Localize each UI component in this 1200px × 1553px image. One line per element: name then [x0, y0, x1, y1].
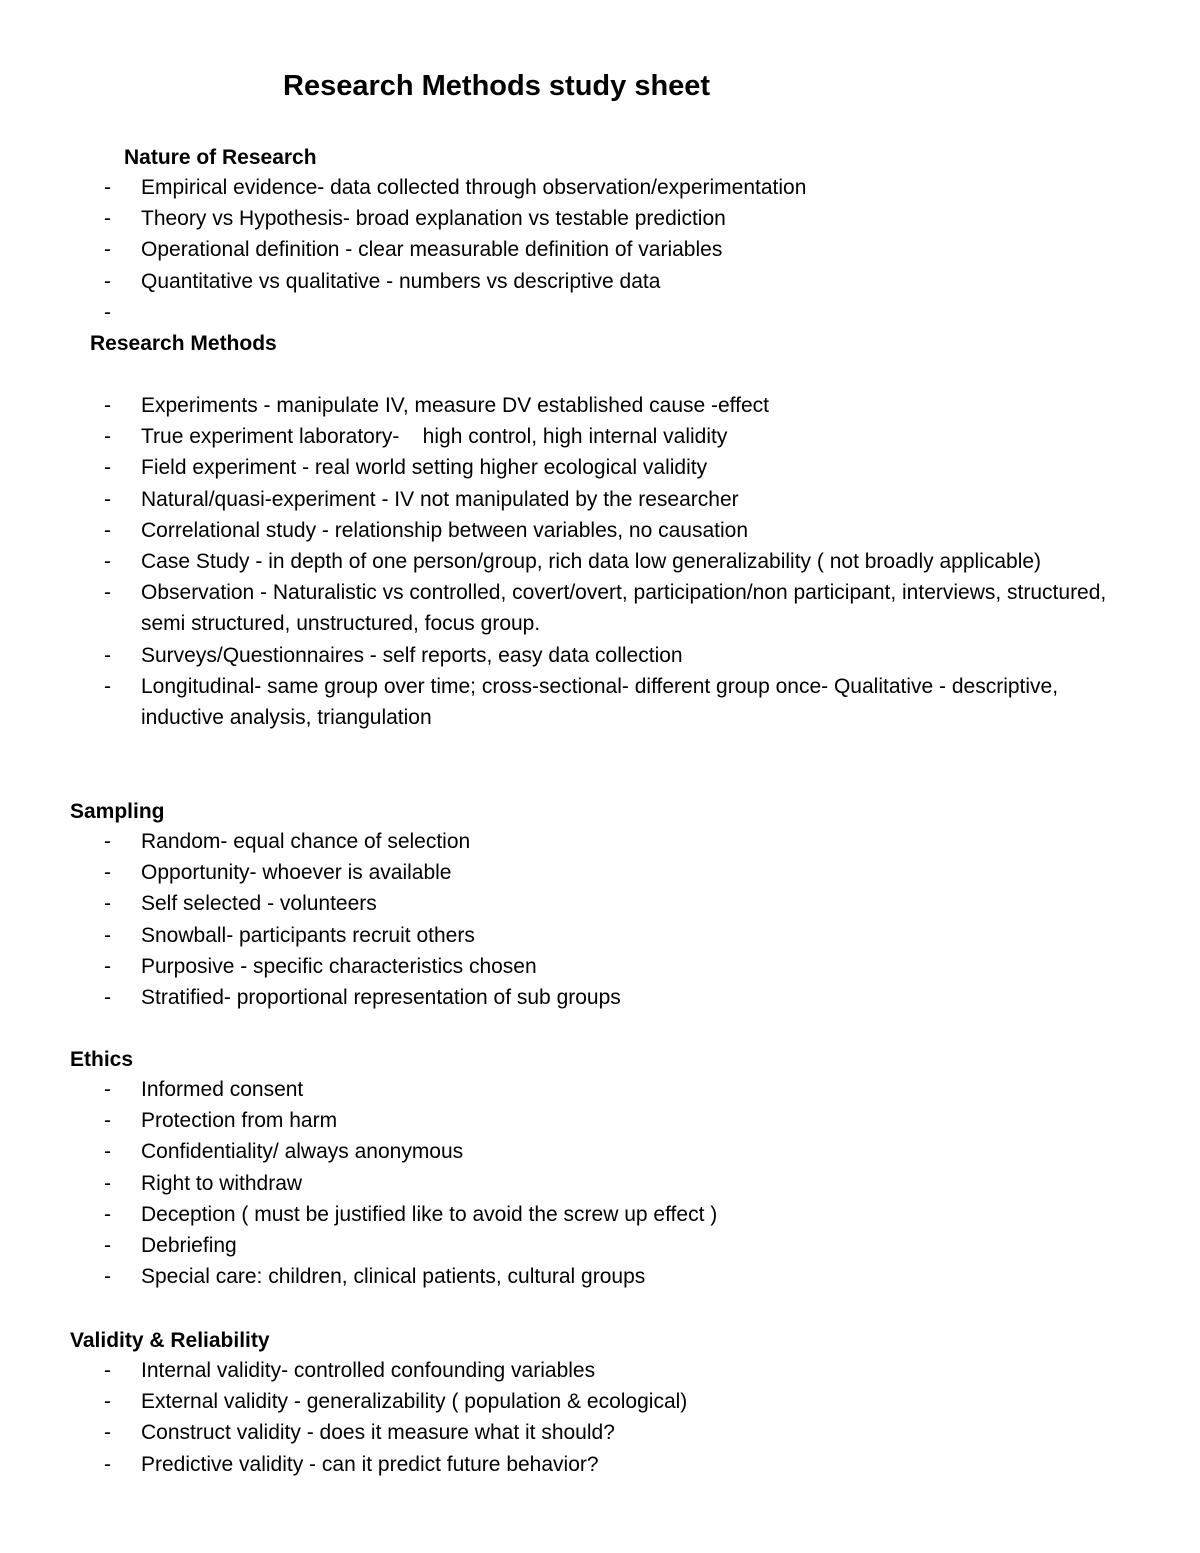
nature-of-research-list: - Empirical evidence- data collected through observation/experimentation - Theory vs Hypothesis- broad explanation vs testable prediction - Operational definition - clear measurable definition of variables - Quantitative vs qualitative - numbers vs descriptive data -	[0, 172, 1200, 297]
list-item: - Protection from harm	[104, 1109, 338, 1133]
list-item: - Snowball- participants recruit others	[104, 923, 475, 947]
list-item: - Opportunity- whoever is available	[104, 861, 452, 885]
list-item: - Special care: children, clinical patients, cultural groups	[104, 1265, 646, 1289]
list-item: - Surveys/Questionnaires - self reports, easy data collection	[104, 643, 683, 667]
section-heading-validity-reliability: Validity & Reliability	[70, 1329, 270, 1352]
list-item: - Purposive - specific characteristics chosen	[104, 954, 537, 978]
list-item: - Deception ( must be justified like to avoid the screw up effect )	[104, 1202, 718, 1226]
list-item: - Field experiment - real world setting higher ecological validity	[104, 456, 708, 480]
list-item: - Longitudinal- same group over time; cross-sectional- different group once- Qualitative - descriptive, inductive analysis, triangulation	[104, 674, 1059, 730]
list-item: - Random- equal chance of selection	[104, 830, 471, 853]
list-item: - Self selected - volunteers	[104, 892, 377, 916]
list-item: - Experiments - manipulate IV, measure DV established cause -effect	[104, 394, 769, 417]
list-item: - True experiment laboratory- high control, high internal validity	[104, 425, 728, 449]
list-item: - Natural/quasi-experiment - IV not manipulated by the researcher	[104, 487, 739, 511]
section-heading-research-methods: Research Methods	[90, 332, 277, 355]
list-item: - Informed consent	[104, 1078, 304, 1101]
list-item: - External validity - generalizability ( population & ecological)	[104, 1390, 688, 1414]
list-item: - Right to withdraw	[104, 1171, 303, 1195]
list-item: - Operational definition - clear measurable definition of variables	[104, 238, 723, 262]
list-item: - Debriefing	[104, 1234, 237, 1258]
section-heading-sampling: Sampling	[70, 800, 165, 823]
list-item: - Stratified- proportional representation of sub groups	[104, 986, 621, 1010]
list-item: - Empirical evidence- data collected through observation/experimentation	[104, 176, 807, 199]
research-methods-list	[0, 390, 1200, 733]
list-item: - Predictive validity - can it predict future behavior?	[104, 1452, 599, 1476]
list-item: - Construct validity - does it measure what it should?	[104, 1421, 615, 1445]
list-item: - Theory vs Hypothesis- broad explanation vs testable prediction	[104, 207, 726, 231]
section-heading-ethics: Ethics	[70, 1048, 134, 1071]
list-item: - Observation - Naturalistic vs controlled, covert/overt, participation/non participant, interviews, structured, semi structured, unstructured, focus group.	[104, 581, 1107, 636]
ethics-list	[0, 1074, 1200, 1292]
list-item: - Correlational study - relationship between variables, no causation	[104, 518, 749, 542]
section-heading-nature-of-research: Nature of Research	[124, 146, 317, 169]
list-item: - Confidentiality/ always anonymous	[104, 1140, 464, 1164]
page-title: Research Methods study sheet	[283, 70, 711, 102]
list-item: - Quantitative vs qualitative - numbers vs descriptive data	[104, 269, 661, 293]
validity-reliability-list	[0, 1355, 1200, 1480]
sampling-list	[0, 826, 1200, 1013]
list-item: - Internal validity- controlled confounding variables	[104, 1359, 596, 1382]
list-item: - Case Study - in depth of one person/group, rich data low generalizability ( not broadly applicable)	[104, 550, 1042, 574]
